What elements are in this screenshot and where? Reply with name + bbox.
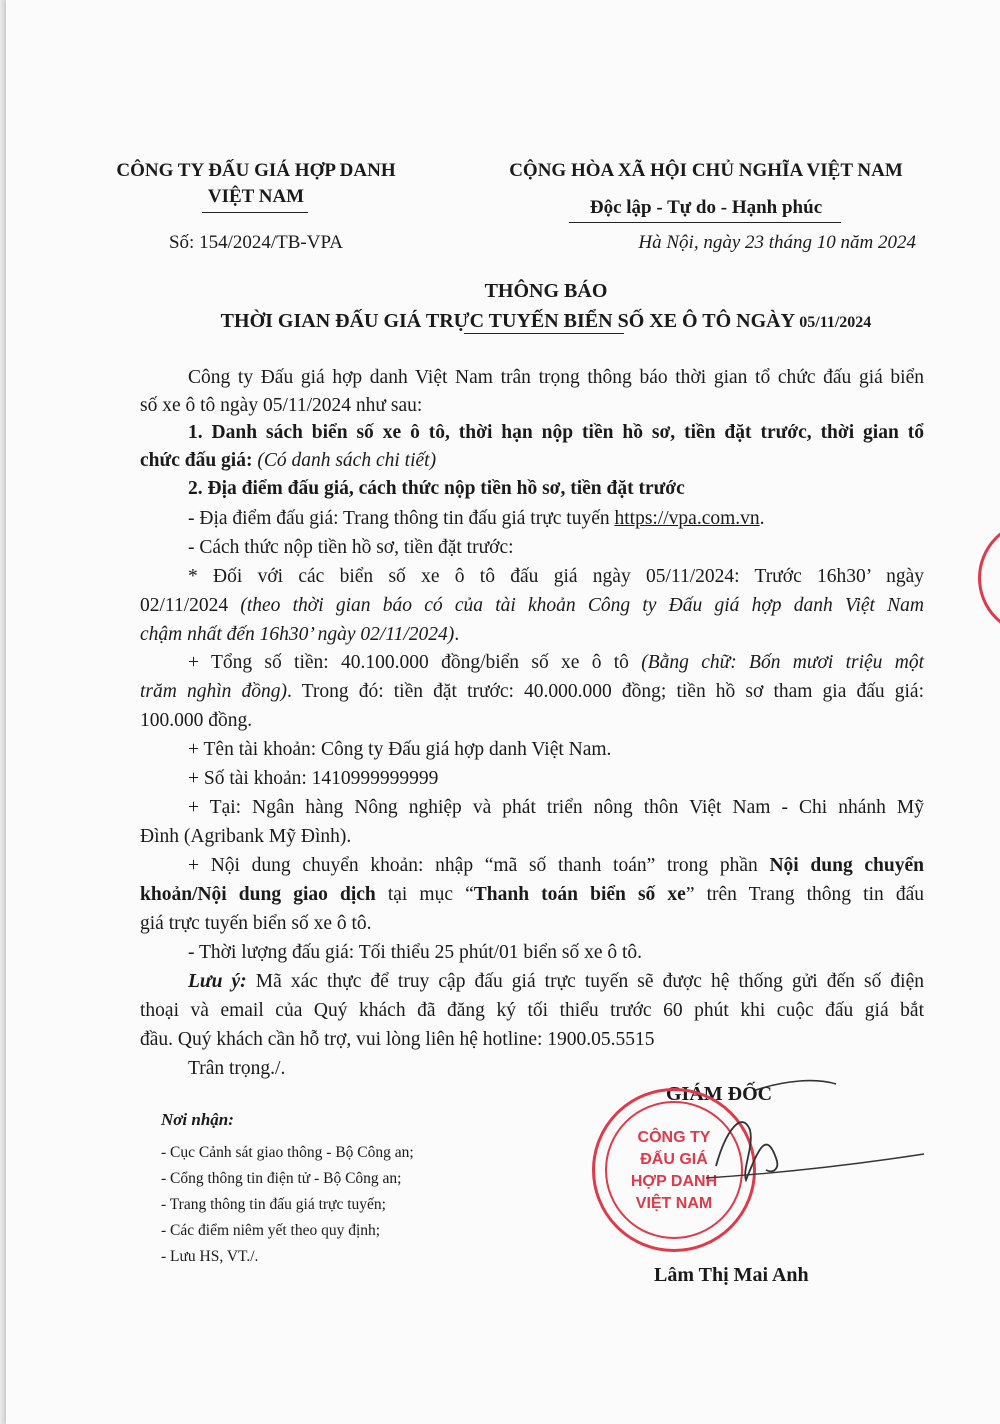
note-text1: Mã xác thực để truy cập đấu giá trực tuyến sẽ được hệ thống gửi đến số điện — [246, 971, 924, 992]
location-label: - Địa điểm đấu giá: Trang thông tin đấu giá trực tuyến — [188, 508, 615, 529]
recipient-item: - Cục Cảnh sát giao thông - Bộ Công an; — [161, 1144, 414, 1161]
total-words: (Bằng chữ: Bốn mươi triệu một — [641, 652, 924, 673]
seal-line4: VIỆT NAM — [635, 1195, 713, 1212]
recipient-item: - Các điểm niêm yết theo quy định; — [161, 1222, 381, 1239]
deadline-note-end: chậm nhất đến 16h30’ ngày 02/11/2024) — [140, 624, 455, 645]
total-line2 — [140, 681, 924, 703]
document-page — [6, 0, 1000, 1424]
vpa-website-link[interactable]: https://vpa.com.vn — [614, 508, 760, 529]
signer-role: GIÁM ĐỐC — [666, 1083, 773, 1105]
auction-duration: - Thời lượng đấu giá: Tối thiểu 25 phút/01 biển số xe ô tô. — [188, 942, 643, 963]
deadline-date: 02/11/2024 — [140, 595, 241, 616]
transfer-text3: ” trên Trang thông tin đấu — [685, 884, 925, 905]
section1-line1: 1. Danh sách biển số xe ô tô, thời hạn nộp tiền hồ sơ, tiền đặt trước, thời gian tổ — [188, 422, 924, 443]
section1-bold: chức đấu giá: — [140, 450, 258, 471]
account-number: + Số tài khoản: 1410999999999 — [188, 768, 439, 789]
note-line2: thoại và email của Quý khách đã đăng ký tối thiểu trước 60 phút khi cuộc đấu giá bắt — [140, 1000, 924, 1021]
transfer-line2 — [140, 884, 924, 906]
country-name: CỘNG HÒA XÃ HỘI CHỦ NGHĨA VIỆT NAM — [509, 160, 903, 181]
motto-underline — [569, 222, 841, 223]
deadline-line2 — [140, 595, 924, 617]
transfer-text: + Nội dung chuyển khoản: nhập “mã số thanh toán” trong phần — [188, 855, 770, 876]
payment-method: - Cách thức nộp tiền hồ sơ, tiền đặt trước: — [188, 537, 514, 558]
seal-line1: CÔNG TY — [637, 1129, 711, 1146]
seal-line2: ĐẤU GIÁ — [640, 1151, 708, 1168]
title-underline — [464, 333, 624, 334]
note-line3: đầu. Quý khách cần hỗ trợ, vui lòng liên hệ hotline: 1900.05.5515 — [140, 1029, 655, 1050]
total-line3: 100.000 đồng. — [140, 710, 253, 731]
note-line1 — [188, 971, 924, 993]
total-line1 — [188, 652, 924, 674]
location-line — [188, 508, 765, 530]
title-line2 — [6, 310, 1000, 333]
transfer-bold2: khoản/Nội dung giao dịch — [140, 884, 376, 905]
total-breakdown: . Trong đó: tiền đặt trước: 40.000.000 đồng; tiền hồ sơ tham gia đấu giá: — [287, 681, 925, 702]
transfer-line1 — [188, 855, 924, 877]
edge-seal — [978, 520, 1000, 636]
bank-line1: + Tại: Ngân hàng Nông nghiệp và phát triển nông thôn Việt Nam - Chi nhánh Mỹ — [188, 797, 924, 818]
transfer-bold: Nội dung chuyển — [769, 855, 924, 876]
doc-number: Số: 154/2024/TB-VPA — [168, 232, 344, 253]
transfer-bold3: Thanh toán biển số xe — [473, 884, 686, 905]
intro-line2: số xe ô tô ngày 05/11/2024 như sau: — [140, 395, 423, 416]
recipient-item: - Lưu HS, VT./. — [161, 1248, 259, 1265]
regards: Trân trọng./. — [188, 1058, 286, 1079]
org-name-line2: VIỆT NAM — [207, 186, 305, 207]
section1-italic: (Có danh sách chi tiết) — [257, 450, 437, 471]
date-place: Hà Nội, ngày 23 tháng 10 năm 2024 — [638, 232, 916, 253]
bank-line2: Đình (Agribank Mỹ Đình). — [140, 826, 352, 847]
handwritten-signature — [646, 1070, 936, 1210]
seal-line3: HỢP DANH — [630, 1173, 718, 1190]
location-end: . — [759, 508, 765, 529]
recipients-label: Nơi nhận: — [161, 1110, 234, 1129]
section2-title: 2. Địa điểm đấu giá, cách thức nộp tiền hồ sơ, tiền đặt trước — [188, 478, 685, 499]
org-name-line1: CÔNG TY ĐẤU GIÁ HỢP DANH — [116, 160, 396, 181]
total-words-end: trăm nghìn đồng) — [140, 681, 287, 702]
deadline-line3 — [140, 624, 459, 646]
total-amount: + Tổng số tiền: 40.100.000 đồng/biển số xe ô tô — [188, 652, 642, 673]
section1-line2 — [140, 450, 436, 472]
org-underline — [202, 212, 308, 213]
transfer-line3: giá trực tuyến biển số xe ô tô. — [140, 913, 372, 934]
title-line1: THÔNG BÁO — [484, 280, 608, 302]
recipient-item: - Cổng thông tin điện tử - Bộ Công an; — [161, 1170, 402, 1187]
deadline-period: . — [454, 624, 460, 645]
title-main: THỜI GIAN ĐẤU GIÁ TRỰC TUYẾN BIỂN SỐ XE Ô TÔ NGÀY — [220, 310, 800, 332]
deadline-line1: * Đối với các biển số xe ô tô đấu giá ngày 05/11/2024: Trước 16h30’ ngày — [188, 566, 924, 587]
recipients-list — [161, 1140, 414, 1270]
transfer-text2: tại mục “ — [375, 884, 474, 905]
note-label: Lưu ý: — [188, 971, 247, 992]
deadline-note: (theo thời gian báo có của tài khoản Công ty Đấu giá hợp danh Việt Nam — [240, 595, 924, 616]
intro-line1: Công ty Đấu giá hợp danh Việt Nam trân trọng thông báo thời gian tổ chức đấu giá biển — [188, 367, 924, 388]
signer-name: Lâm Thị Mai Anh — [654, 1264, 809, 1286]
title-date: 05/11/2024 — [799, 314, 872, 331]
country-motto: Độc lập - Tự do - Hạnh phúc — [589, 197, 823, 218]
recipient-item: - Trang thông tin đấu giá trực tuyến; — [161, 1196, 386, 1213]
account-name: + Tên tài khoản: Công ty Đấu giá hợp danh Việt Nam. — [188, 739, 612, 760]
